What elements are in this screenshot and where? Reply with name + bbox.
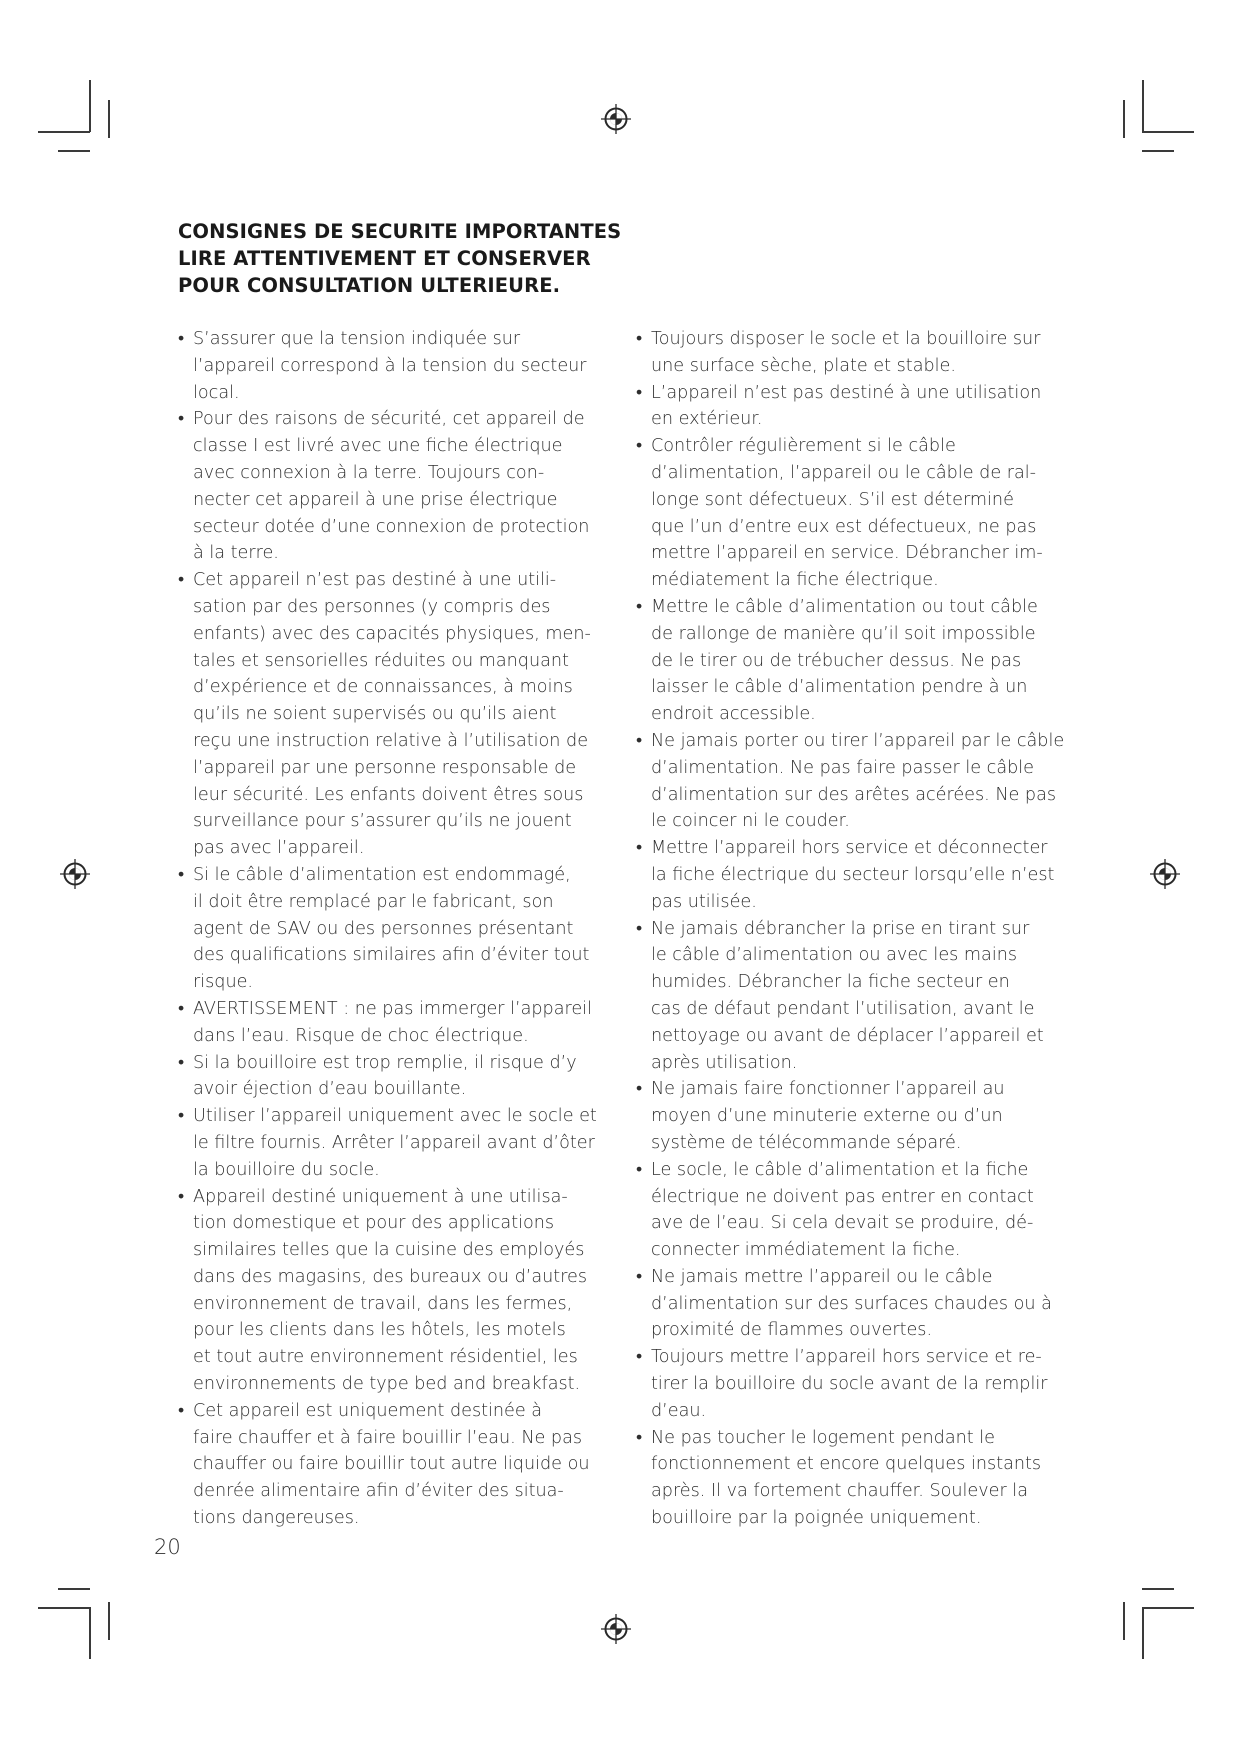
list-item-line: fonctionnement et encore quelques instants bbox=[651, 1454, 1042, 1475]
list-item-line: d’alimentation sur des arêtes acérées. Ne pas bbox=[651, 784, 1057, 805]
list-item bbox=[636, 326, 1068, 380]
list-item bbox=[178, 1184, 618, 1398]
list-item-line: de rallonge de manière qu’il soit impossible bbox=[651, 623, 1036, 644]
registration-target-icon bbox=[601, 1614, 631, 1644]
list-item-line: le câble d’alimentation ou avec les mains bbox=[651, 945, 1018, 966]
list-item bbox=[178, 1103, 618, 1183]
list-item-line: qu’ils ne soient supervisés ou qu’ils aient bbox=[193, 704, 557, 725]
list-item-line: • Ne jamais débrancher la prise en tirant sur bbox=[651, 918, 1030, 939]
list-item bbox=[636, 594, 1068, 728]
list-item-line: la fiche électrique du secteur lorsqu’elle n’est bbox=[651, 864, 1055, 885]
list-item-line: sation par des personnes (y compris des bbox=[193, 596, 551, 617]
list-item-line: humides. Débrancher la fiche secteur en bbox=[651, 972, 1010, 993]
page-title bbox=[178, 218, 738, 299]
crop-mark-bottom-left-h2 bbox=[38, 1607, 90, 1609]
list-item bbox=[636, 916, 1068, 1077]
list-item-line: agent de SAV ou des personnes présentant bbox=[193, 918, 574, 939]
page-number: 20 bbox=[154, 1535, 181, 1559]
list-item bbox=[636, 433, 1068, 594]
list-item-line: • Cet appareil est uniquement destinée à bbox=[193, 1400, 543, 1421]
list-item-line: local. bbox=[193, 382, 240, 403]
list-item-line: cas de défaut pendant l’utilisation, avant le bbox=[651, 998, 1035, 1019]
crop-mark-bottom-left-v1 bbox=[89, 1607, 91, 1659]
list-item-line: proximité de flammes ouvertes. bbox=[651, 1320, 933, 1341]
list-item bbox=[178, 567, 618, 862]
list-item-line: tions dangereuses. bbox=[193, 1508, 360, 1529]
list-item-line: avoir éjection d’eau bouillante. bbox=[193, 1079, 467, 1100]
list-item-line: nettoyage ou avant de déplacer l’appareil et bbox=[651, 1025, 1044, 1046]
list-item-line: • Toujours mettre l’appareil hors service et re- bbox=[651, 1347, 1042, 1368]
list-item-line: reçu une instruction relative à l’utilisation de bbox=[193, 730, 589, 751]
list-item-line: médiatement la fiche électrique. bbox=[651, 570, 939, 591]
list-item-line: enfants) avec des capacités physiques, men- bbox=[193, 623, 591, 644]
list-item bbox=[178, 996, 618, 1050]
list-item-line: des qualifications similaires afin d’éviter tout bbox=[193, 945, 590, 966]
list-item-line: endroit accessible. bbox=[651, 704, 816, 725]
crop-mark-top-left-h1 bbox=[38, 131, 90, 133]
list-item-line: pour les clients dans les hôtels, les motels bbox=[193, 1320, 566, 1341]
list-item-line: secteur dotée d’une connexion de protection bbox=[193, 516, 590, 537]
safety-list-right bbox=[636, 326, 1068, 1532]
list-item-line: pas utilisée. bbox=[651, 891, 757, 912]
crop-mark-bottom-right-h2 bbox=[1142, 1607, 1194, 1609]
list-item-line: l’appareil correspond à la tension du secteur bbox=[193, 355, 587, 376]
list-item-line: faire chauffer et à faire bouillir l’eau. Ne pas bbox=[193, 1427, 583, 1448]
list-item-line: environnement de travail, dans les fermes, bbox=[193, 1293, 573, 1314]
list-item-line: connecter immédiatement la fiche. bbox=[651, 1240, 961, 1261]
crop-mark-top-left-h2 bbox=[58, 150, 90, 152]
list-item-line: bouilloire par la poignée uniquement. bbox=[651, 1508, 982, 1529]
list-item-line: necter cet appareil à une prise électrique bbox=[193, 489, 558, 510]
list-item-line: et tout autre environnement résidentiel, les bbox=[193, 1347, 578, 1368]
list-item-line: électrique ne doivent pas entrer en contact bbox=[651, 1186, 1034, 1207]
list-item-line: • Toujours disposer le socle et la bouilloire sur bbox=[651, 329, 1041, 349]
list-item-line: moyen d’une minuterie externe ou d’un bbox=[651, 1106, 1003, 1127]
crop-mark-bottom-left-v2 bbox=[108, 1602, 110, 1640]
list-item-line: dans des magasins, des bureaux ou d’autres bbox=[193, 1266, 588, 1287]
list-item-line: en extérieur. bbox=[651, 409, 763, 430]
list-item-line: chauffer ou faire bouillir tout autre liquide ou bbox=[193, 1454, 590, 1475]
title-line: LIRE ATTENTIVEMENT ET CONSERVER bbox=[178, 247, 591, 270]
list-item-line: l’appareil par une personne responsable de bbox=[193, 757, 577, 778]
crop-mark-bottom-right-v2 bbox=[1123, 1602, 1125, 1640]
list-item-line: • Le socle, le câble d’alimentation et la fiche bbox=[651, 1159, 1029, 1180]
list-item-line: la bouilloire du socle. bbox=[193, 1159, 380, 1180]
list-item-line: environnements de type bed and breakfast. bbox=[193, 1374, 581, 1395]
list-item-line: • Utiliser l’appareil uniquement avec le socle et bbox=[193, 1106, 597, 1127]
registration-target-icon bbox=[60, 859, 90, 889]
list-item-line: d’alimentation. Ne pas faire passer le câble bbox=[651, 757, 1034, 778]
list-item-line: • Si la bouilloire est trop remplie, il risque d’y bbox=[193, 1052, 577, 1073]
list-item bbox=[636, 1076, 1068, 1156]
list-item-line: • Contrôler régulièrement si le câble bbox=[651, 436, 956, 457]
registration-target-icon bbox=[601, 104, 631, 134]
list-item-line: • S’assurer que la tension indiquée sur bbox=[193, 329, 521, 349]
list-item-line: après. Il va fortement chauffer. Soulever la bbox=[651, 1481, 1028, 1502]
list-item-line: le coincer ni le couder. bbox=[651, 811, 850, 832]
list-item bbox=[636, 1425, 1068, 1532]
crop-mark-top-right-h1 bbox=[1142, 131, 1194, 133]
list-item-line: surveillance pour s’assurer qu’ils ne jouent bbox=[193, 811, 572, 832]
list-item-line: • Ne jamais faire fonctionner l’appareil au bbox=[651, 1079, 1005, 1100]
list-item-line: tirer la bouilloire du socle avant de la remplir bbox=[651, 1374, 1048, 1395]
list-item-line: tion domestique et pour des applications bbox=[193, 1213, 555, 1234]
list-item-line: • Cet appareil n’est pas destiné à une utili- bbox=[193, 570, 557, 591]
list-item-line: d’expérience et de connaissances, à moins bbox=[193, 677, 573, 698]
list-item bbox=[636, 1264, 1068, 1344]
list-item-line: il doit être remplacé par le fabricant, son bbox=[193, 891, 554, 912]
list-item-line: avec connexion à la terre. Toujours con- bbox=[193, 462, 545, 483]
list-item-line: tales et sensorielles réduites ou manquant bbox=[193, 650, 569, 671]
list-item-line: que l’un d’entre eux est défectueux, ne pas bbox=[651, 516, 1037, 537]
list-item-line: leur sécurité. Les enfants doivent êtres sous bbox=[193, 784, 584, 805]
list-item bbox=[178, 326, 618, 406]
list-item-line: d’alimentation sur des surfaces chaudes ou à bbox=[651, 1293, 1052, 1314]
list-item-line: système de télécommande séparé. bbox=[651, 1132, 962, 1153]
list-item-line: pas avec l’appareil. bbox=[193, 838, 365, 859]
list-item-line: • Ne jamais mettre l’appareil ou le câble bbox=[651, 1266, 993, 1287]
list-item-line: • Mettre le câble d’alimentation ou tout câble bbox=[651, 596, 1038, 617]
list-item-line: ave de l’eau. Si cela devait se produire, dé- bbox=[651, 1213, 1034, 1234]
list-item-line: d’eau. bbox=[651, 1400, 707, 1421]
crop-mark-bottom-right-v1 bbox=[1142, 1607, 1144, 1659]
list-item bbox=[636, 1344, 1068, 1424]
title-line: CONSIGNES DE SECURITE IMPORTANTES bbox=[178, 220, 622, 243]
crop-mark-top-left-v2 bbox=[108, 100, 110, 138]
list-item-line: de le tirer ou de trébucher dessus. Ne pas bbox=[651, 650, 1022, 671]
list-item-line: • Appareil destiné uniquement à une utilisa- bbox=[193, 1186, 568, 1207]
list-item-line: classe I est livré avec une fiche électrique bbox=[193, 436, 563, 457]
list-item-line: denrée alimentaire afin d’éviter des situa- bbox=[193, 1481, 564, 1502]
list-item-line: le filtre fournis. Arrêter l’appareil avant d’ôter bbox=[193, 1132, 595, 1153]
list-item bbox=[178, 862, 618, 996]
list-item-line: • L’appareil n’est pas destiné à une utilisation bbox=[651, 382, 1042, 403]
list-item-line: mettre l’appareil en service. Débrancher im- bbox=[651, 543, 1043, 564]
list-item-line: risque. bbox=[193, 972, 254, 993]
registration-target-icon bbox=[1150, 859, 1180, 889]
list-item-line: une surface sèche, plate et stable. bbox=[651, 355, 956, 376]
title-line: POUR CONSULTATION ULTERIEURE. bbox=[178, 274, 561, 297]
crop-mark-top-right-v2 bbox=[1123, 100, 1125, 138]
list-item bbox=[636, 728, 1068, 835]
list-item-line: laisser le câble d’alimentation pendre à un bbox=[651, 677, 1028, 698]
crop-mark-top-right-h2 bbox=[1142, 150, 1174, 152]
list-item bbox=[636, 1157, 1068, 1264]
list-item bbox=[178, 406, 618, 567]
list-item bbox=[178, 1398, 618, 1532]
crop-mark-bottom-right-h1 bbox=[1142, 1588, 1174, 1590]
crop-mark-top-right-v1 bbox=[1142, 80, 1144, 132]
list-item bbox=[636, 835, 1068, 915]
safety-list-left bbox=[178, 326, 618, 1532]
list-item-line: dans l’eau. Risque de choc électrique. bbox=[193, 1025, 529, 1046]
list-item-line: • Mettre l’appareil hors service et déconnecter bbox=[651, 838, 1048, 859]
list-item bbox=[636, 380, 1068, 434]
list-item-line: • Ne jamais porter ou tirer l’appareil par le câble bbox=[651, 730, 1065, 751]
list-item-line: • Pour des raisons de sécurité, cet appareil de bbox=[193, 409, 585, 430]
list-item-line: • Si le câble d’alimentation est endommagé, bbox=[193, 864, 571, 885]
crop-mark-bottom-left-h1 bbox=[58, 1588, 90, 1590]
list-item-line: d’alimentation, l’appareil ou le câble de ral- bbox=[651, 462, 1036, 483]
list-item-line: similaires telles que la cuisine des employés bbox=[193, 1240, 585, 1261]
crop-mark-top-left-v1 bbox=[89, 80, 91, 132]
list-item-line: après utilisation. bbox=[651, 1052, 798, 1073]
list-item-line: • Ne pas toucher le logement pendant le bbox=[651, 1427, 995, 1448]
list-item bbox=[178, 1050, 618, 1104]
list-item-line: à la terre. bbox=[193, 543, 279, 564]
list-item-line: • AVERTISSEMENT : ne pas immerger l’appareil bbox=[193, 998, 592, 1019]
list-item-line: longe sont défectueux. S’il est déterminé bbox=[651, 489, 1014, 510]
